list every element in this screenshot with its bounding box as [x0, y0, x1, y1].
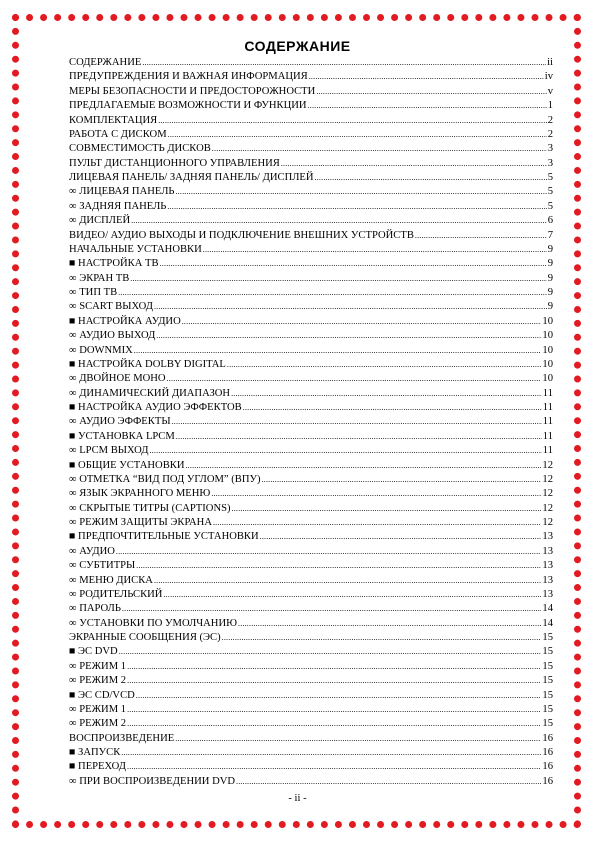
- toc-entry[interactable]: [69, 473, 553, 487]
- toc-dot-leader: [203, 243, 547, 257]
- toc-dot-leader: [316, 85, 546, 99]
- toc-dot-leader: [168, 128, 547, 142]
- toc-entry[interactable]: [69, 214, 553, 228]
- toc-entry[interactable]: [69, 559, 553, 573]
- toc-entry-page-number: 12: [542, 488, 553, 500]
- toc-entry[interactable]: [69, 257, 553, 271]
- toc-entry-label: ∞ УСТАНОВКИ ПО УМОЛЧАНИЮ: [69, 617, 237, 629]
- toc-entry-page-number: 13: [542, 574, 553, 586]
- toc-entry-page-number: 12: [542, 473, 553, 485]
- toc-dot-leader: [119, 645, 542, 659]
- toc-dot-leader: [231, 387, 542, 401]
- toc-entry[interactable]: [69, 574, 553, 588]
- toc-dot-leader: [238, 617, 541, 631]
- toc-entry-label: ∞ АУДИО ВЫХОД: [69, 330, 156, 342]
- toc-entry-page-number: 15: [542, 689, 553, 701]
- toc-dot-leader: [130, 272, 546, 286]
- toc-entry[interactable]: [69, 142, 553, 156]
- toc-entry[interactable]: [69, 200, 553, 214]
- toc-dot-leader: [211, 487, 541, 501]
- toc-entry-label: ∞ РЕЖИМ ЗАЩИТЫ ЭКРАНА: [69, 517, 212, 528]
- toc-dot-leader: [127, 703, 541, 717]
- toc-entry-page-number: 9: [547, 258, 553, 270]
- toc-entry-page-number: 10: [542, 330, 553, 342]
- toc-dot-leader: [175, 185, 546, 199]
- toc-dot-leader: [122, 602, 541, 616]
- toc-entry-page-number: 10: [542, 315, 553, 327]
- toc-entry-label: ■ ОБЩИЕ УСТАНОВКИ: [69, 459, 185, 471]
- toc-entry-page-number: 7: [547, 229, 553, 241]
- toc-entry-label: ∞ РОДИТЕЛЬСКИЙ: [69, 588, 163, 600]
- toc-entry[interactable]: [69, 674, 553, 688]
- toc-dot-leader: [281, 157, 547, 171]
- toc-entry[interactable]: [69, 128, 553, 142]
- toc-entry[interactable]: [69, 315, 553, 329]
- toc-entry-label: ∞ ЛИЦЕВАЯ ПАНЕЛЬ: [69, 186, 175, 198]
- toc-entry-page-number: 5: [547, 186, 553, 198]
- toc-entry-label: МЕРЫ БЕЗОПАСНОСТИ И ПРЕДОСТОРОЖНОСТИ: [69, 85, 316, 97]
- toc-dot-leader: [176, 430, 542, 444]
- toc-entry[interactable]: [69, 114, 553, 128]
- toc-entry-page-number: 5: [547, 200, 553, 212]
- toc-entry[interactable]: [69, 430, 553, 444]
- toc-entry-label: ВОСПРОИЗВЕДЕНИЕ: [69, 732, 175, 744]
- toc-entry-label: ■ ЭС DVD: [69, 646, 118, 658]
- toc-entry-page-number: 6: [547, 215, 553, 227]
- toc-entry-page-number: 14: [542, 603, 553, 615]
- toc-entry-label: ∞ LPCM ВЫХОД: [69, 445, 149, 457]
- toc-dot-leader: [131, 214, 547, 228]
- toc-entry[interactable]: [69, 358, 553, 372]
- toc-entry-label: ∞ СКРЫТЫЕ ТИТРЫ (CAPTIONS): [69, 502, 231, 514]
- toc-entry[interactable]: [69, 717, 553, 731]
- toc-dot-leader: [127, 660, 541, 674]
- toc-entry[interactable]: [69, 444, 553, 458]
- toc-entry-label: ∞ АУДИО ЭФФЕКТЫ: [69, 416, 171, 428]
- toc-entry-label: ■ ПЕРЕХОД: [69, 761, 126, 773]
- toc-entry-page-number: 9: [547, 301, 553, 313]
- toc-entry-label: СОДЕРЖАНИЕ: [69, 57, 142, 68]
- toc-dot-leader: [232, 502, 542, 516]
- toc-dot-leader: [160, 257, 547, 271]
- toc-dot-leader: [167, 372, 542, 386]
- toc-entry-label: ЛИЦЕВАЯ ПАНЕЛЬ/ ЗАДНЯЯ ПАНЕЛЬ/ ДИСПЛЕЙ: [69, 172, 314, 183]
- table-of-contents: [69, 56, 553, 789]
- toc-entry-label: РАБОТА С ДИСКОМ: [69, 128, 167, 140]
- toc-entry-page-number: 3: [547, 143, 553, 155]
- toc-entry[interactable]: [69, 415, 553, 429]
- toc-entry-label: ∞ ЯЗЫК ЭКРАННОГО МЕНЮ: [69, 488, 211, 500]
- toc-entry-page-number: 9: [547, 287, 553, 298]
- toc-entry-page-number: ii: [547, 57, 553, 68]
- toc-entry-page-number: 9: [547, 272, 553, 284]
- toc-entry-page-number: 12: [542, 459, 553, 471]
- toc-entry-label: ∞ ТИП ТВ: [69, 287, 118, 298]
- toc-entry-page-number: 12: [542, 502, 553, 514]
- toc-entry[interactable]: [69, 387, 553, 401]
- toc-entry[interactable]: [69, 344, 553, 358]
- toc-dot-leader: [175, 732, 541, 746]
- toc-dot-leader: [172, 415, 542, 429]
- toc-entry[interactable]: [69, 660, 553, 674]
- toc-entry-label: ∞ SCART ВЫХОД: [69, 301, 153, 313]
- toc-entry[interactable]: [69, 329, 553, 343]
- toc-entry[interactable]: [69, 372, 553, 386]
- toc-entry[interactable]: [69, 703, 553, 717]
- toc-dot-leader: [243, 401, 542, 415]
- toc-entry-page-number: 15: [542, 660, 553, 672]
- toc-entry[interactable]: [69, 99, 553, 113]
- toc-entry[interactable]: [69, 459, 553, 473]
- toc-entry-label: ■ УСТАНОВКА LPCM: [69, 430, 175, 442]
- toc-dot-leader: [154, 300, 547, 314]
- toc-entry[interactable]: [69, 229, 553, 243]
- toc-entry-page-number: 3: [547, 157, 553, 169]
- toc-entry[interactable]: [69, 272, 553, 286]
- toc-entry-page-number: 5: [547, 172, 553, 183]
- toc-entry[interactable]: [69, 70, 553, 84]
- toc-entry[interactable]: [69, 300, 553, 314]
- toc-entry-page-number: 16: [542, 761, 553, 773]
- toc-entry-label: ∞ СУБТИТРЫ: [69, 560, 136, 572]
- toc-entry-label: ∞ DOWNMIX: [69, 344, 133, 356]
- toc-entry[interactable]: [69, 617, 553, 631]
- toc-entry-page-number: 14: [542, 617, 553, 629]
- toc-entry[interactable]: [69, 775, 553, 789]
- toc-entry-label: ∞ ДИСПЛЕЙ: [69, 215, 131, 227]
- toc-entry-page-number: 16: [542, 732, 553, 744]
- toc-entry[interactable]: [69, 401, 553, 415]
- toc-dot-leader: [136, 689, 542, 703]
- toc-dot-leader: [315, 171, 547, 185]
- toc-entry[interactable]: [69, 56, 553, 70]
- toc-entry[interactable]: [69, 487, 553, 501]
- toc-entry-page-number: 13: [542, 588, 553, 600]
- toc-entry-label: ■ НАСТРОЙКА АУДИО: [69, 315, 181, 327]
- toc-dot-leader: [260, 530, 542, 544]
- toc-entry[interactable]: [69, 588, 553, 602]
- toc-dot-leader: [415, 229, 547, 243]
- toc-entry-page-number: 11: [542, 416, 553, 428]
- toc-entry[interactable]: [69, 85, 553, 99]
- toc-dot-leader: [236, 775, 541, 789]
- toc-dot-leader: [308, 99, 547, 113]
- toc-entry-label: ∞ МЕНЮ ДИСКА: [69, 574, 153, 586]
- toc-entry-label: СОВМЕСТИМОСТЬ ДИСКОВ: [69, 143, 211, 155]
- toc-entry-page-number: 15: [542, 632, 553, 643]
- toc-dot-leader: [116, 545, 542, 559]
- toc-entry-label: ВИДЕО/ АУДИО ВЫХОДЫ И ПОДКЛЮЧЕНИЕ ВНЕШНИХ УСТРОЙСТВ: [69, 229, 414, 241]
- toc-dot-leader: [309, 70, 544, 84]
- toc-entry-page-number: 15: [542, 703, 553, 715]
- toc-dot-leader: [127, 717, 541, 731]
- toc-entry-page-number: 11: [542, 387, 553, 399]
- toc-entry-page-number: 10: [542, 358, 553, 370]
- toc-entry-page-number: 16: [542, 775, 553, 787]
- toc-entry[interactable]: [69, 185, 553, 199]
- toc-entry-label: ∞ РЕЖИМ 2: [69, 675, 127, 687]
- toc-entry-label: НАЧАЛЬНЫЕ УСТАНОВКИ: [69, 243, 202, 255]
- toc-entry-label: ■ НАСТРОЙКА DOLBY DIGITAL: [69, 358, 226, 370]
- toc-entry-label: ■ НАСТРОЙКА ТВ: [69, 258, 159, 270]
- toc-entry-label: ∞ РЕЖИМ 2: [69, 718, 127, 730]
- toc-dot-leader: [136, 559, 541, 573]
- toc-entry-page-number: 1: [547, 100, 553, 112]
- toc-dot-leader: [156, 329, 541, 343]
- toc-entry[interactable]: [69, 157, 553, 171]
- toc-entry-page-number: iv: [544, 71, 553, 83]
- toc-entry-page-number: 11: [542, 445, 553, 457]
- toc-dot-leader: [134, 344, 542, 358]
- toc-dot-leader: [227, 358, 542, 372]
- toc-entry-label: ■ НАСТРОЙКА АУДИО ЭФФЕКТОВ: [69, 402, 242, 413]
- toc-dot-leader: [158, 114, 546, 128]
- toc-entry-label: ПРЕДЛАГАЕМЫЕ ВОЗМОЖНОСТИ И ФУНКЦИИ: [69, 100, 307, 112]
- toc-entry[interactable]: [69, 760, 553, 774]
- toc-dot-leader: [127, 760, 541, 774]
- toc-entry-label: ∞ РЕЖИМ 1: [69, 703, 127, 715]
- toc-entry[interactable]: [69, 631, 553, 645]
- toc-dot-leader: [212, 142, 547, 156]
- toc-dot-leader: [213, 516, 541, 530]
- toc-entry-page-number: 15: [542, 646, 553, 658]
- toc-dot-leader: [163, 588, 541, 602]
- toc-entry[interactable]: [69, 746, 553, 760]
- toc-entry-page-number: 11: [542, 402, 553, 413]
- toc-entry-label: КОМПЛЕКТАЦИЯ: [69, 114, 158, 126]
- toc-entry-label: ∞ ДИНАМИЧЕСКИЙ ДИАПАЗОН: [69, 387, 231, 399]
- toc-entry-page-number: 10: [542, 373, 553, 385]
- page-number-footer: - ii -: [288, 793, 307, 804]
- toc-entry-label: ∞ ЭКРАН ТВ: [69, 272, 130, 284]
- toc-dot-leader: [154, 574, 541, 588]
- toc-entry[interactable]: [69, 602, 553, 616]
- toc-entry[interactable]: [69, 171, 553, 185]
- toc-dot-leader: [121, 746, 541, 760]
- toc-dot-leader: [185, 459, 541, 473]
- toc-entry-label: ■ ЭС CD/VCD: [69, 689, 135, 701]
- toc-entry[interactable]: [69, 732, 553, 746]
- toc-entry[interactable]: [69, 545, 553, 559]
- toc-dot-leader: [167, 200, 546, 214]
- toc-entry[interactable]: [69, 286, 553, 300]
- toc-entry-label: ∞ ОТМЕТКА “ВИД ПОД УГЛОМ” (ВПУ): [69, 473, 261, 485]
- toc-entry-label: ЭКРАННЫЕ СООБЩЕНИЯ (ЭС): [69, 632, 221, 643]
- toc-entry-page-number: 13: [542, 560, 553, 572]
- toc-dot-leader: [149, 444, 541, 458]
- toc-dot-leader: [262, 473, 542, 487]
- toc-entry-page-number: 10: [542, 344, 553, 356]
- toc-dot-leader: [127, 674, 541, 688]
- toc-entry[interactable]: [69, 243, 553, 257]
- toc-dot-leader: [182, 315, 542, 329]
- toc-dot-leader: [118, 286, 547, 300]
- toc-entry-label: ∞ РЕЖИМ 1: [69, 660, 127, 672]
- toc-entry-page-number: 11: [542, 430, 553, 442]
- toc-entry[interactable]: [69, 530, 553, 544]
- toc-entry-label: ∞ ДВОЙНОЕ МОНО: [69, 373, 166, 385]
- toc-entry-label: ■ ПРЕДПОЧТИТЕЛЬНЫЕ УСТАНОВКИ: [69, 531, 259, 543]
- toc-entry-page-number: 2: [547, 128, 553, 140]
- toc-entry[interactable]: [69, 645, 553, 659]
- toc-entry-label: ПРЕДУПРЕЖДЕНИЯ И ВАЖНАЯ ИНФОРМАЦИЯ: [69, 71, 308, 83]
- toc-entry-label: ∞ ПРИ ВОСПРОИЗВЕДЕНИИ DVD: [69, 775, 236, 787]
- toc-entry-page-number: 13: [542, 545, 553, 557]
- toc-entry-page-number: 2: [547, 114, 553, 126]
- toc-entry[interactable]: [69, 689, 553, 703]
- page-title: СОДЕРЖАНИЕ: [244, 38, 351, 54]
- toc-entry-page-number: 16: [542, 747, 553, 758]
- toc-entry[interactable]: [69, 516, 553, 530]
- toc-entry-label: ∞ ЗАДНЯЯ ПАНЕЛЬ: [69, 200, 167, 212]
- toc-entry-label: ∞ АУДИО: [69, 545, 115, 557]
- toc-entry-page-number: v: [547, 85, 553, 97]
- toc-entry-label: ■ ЗАПУСК: [69, 747, 121, 758]
- toc-entry-page-number: 12: [542, 517, 553, 528]
- toc-entry-page-number: 15: [542, 675, 553, 687]
- toc-entry-page-number: 9: [547, 243, 553, 255]
- toc-entry-page-number: 13: [542, 531, 553, 543]
- toc-entry-page-number: 15: [542, 718, 553, 730]
- toc-entry[interactable]: [69, 502, 553, 516]
- toc-dot-leader: [142, 56, 546, 70]
- toc-dot-leader: [222, 631, 542, 645]
- toc-entry-label: ПУЛЬТ ДИСТАНЦИОННОГО УПРАВЛЕНИЯ: [69, 157, 280, 169]
- toc-entry-label: ∞ ПАРОЛЬ: [69, 603, 121, 615]
